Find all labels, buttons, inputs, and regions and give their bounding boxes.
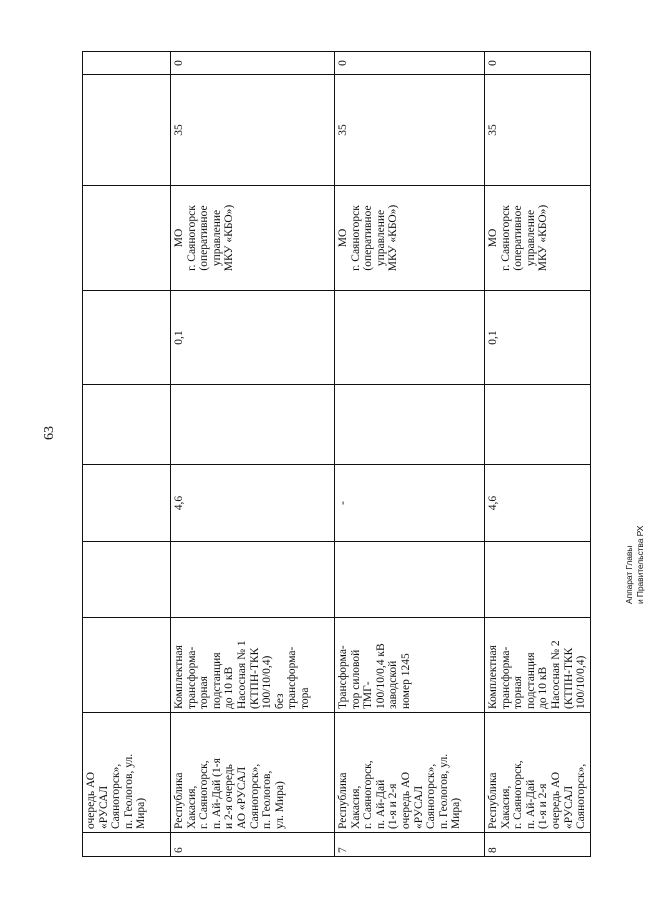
owner-cell: МО г. Саяногорск (оперативное управление МКУ «КБО») xyxy=(171,186,335,291)
cell xyxy=(485,385,591,465)
value-cell: 0 xyxy=(485,52,591,75)
cell xyxy=(171,385,335,465)
table-row xyxy=(171,52,335,857)
object-cell: Комплектная трансформа- торная подстанция до 10 кВ Насосная № 1 (КТПН-ТКК 100/10/0,4) без трансформа- тора xyxy=(171,618,335,713)
cell xyxy=(485,542,591,618)
row-number xyxy=(83,833,171,857)
stamp-line-2: и Правительства РХ xyxy=(635,525,645,604)
row-number: 8 xyxy=(485,833,591,857)
page-number: 63 xyxy=(42,426,57,440)
stamp-line-1: Аппарат Главы xyxy=(624,545,634,604)
cell xyxy=(335,542,485,618)
value-cell: 0,1 xyxy=(485,291,591,385)
object-cell: Трансформа- тор силовой ТМГ- 100/10/0,4 кВ заводской номер 1245 xyxy=(335,618,485,713)
location-cell: Республика Хакасия, г. Саяногорск, п. Ай-Дай (1-я и 2-я очередь АО «РУСАЛ Саяногорск», п. Геологов, ул. Мира) xyxy=(171,713,335,833)
object-cell: Комплектная трансформа- торная подстанция до 10 кВ Насосная № 2 (КТПН-ТКК 100/10/0,4) xyxy=(485,618,591,713)
value-cell: - xyxy=(335,465,485,542)
location-cell: Республика Хакасия, г. Саяногорск, п. Ай-Дай (1-я и 2-я очередь АО «РУСАЛ Саяногорск», п. Геологов, ул. Мира) xyxy=(335,713,485,833)
cell xyxy=(335,385,485,465)
table-row xyxy=(485,52,591,857)
row-number: 7 xyxy=(335,833,485,857)
location-cell: Республика Хакасия, г. Саяногорск, п. Ай-Дай (1-я и 2-я очередь АО «РУСАЛ Саяногорск», xyxy=(485,713,591,833)
value-cell: 0 xyxy=(171,52,335,75)
property-table xyxy=(82,51,591,857)
table-row xyxy=(335,52,485,857)
value-cell: 35 xyxy=(485,75,591,186)
value-cell: 4,6 xyxy=(485,465,591,542)
value-cell xyxy=(83,52,171,75)
value-cell: 4,6 xyxy=(171,465,335,542)
location-cell: очередь АО «РУСАЛ Саяногорск», п. Геологов, ул. Мира) xyxy=(83,713,171,833)
cell xyxy=(83,385,171,465)
owner-cell xyxy=(83,186,171,291)
value-cell xyxy=(83,291,171,385)
row-number: 6 xyxy=(171,833,335,857)
table-row xyxy=(83,52,171,857)
value-cell xyxy=(335,291,485,385)
owner-cell: МО г. Саяногорск (оперативное управление МКУ «КБО») xyxy=(335,186,485,291)
stamp xyxy=(624,474,658,604)
cell xyxy=(171,542,335,618)
value-cell xyxy=(83,75,171,186)
object-cell xyxy=(83,618,171,713)
cell xyxy=(83,542,171,618)
value-cell: 0,1 xyxy=(171,291,335,385)
value-cell: 35 xyxy=(335,75,485,186)
value-cell xyxy=(83,465,171,542)
owner-cell: МО г. Саяногорск (оперативное управление МКУ «КБО») xyxy=(485,186,591,291)
value-cell: 35 xyxy=(171,75,335,186)
value-cell: 0 xyxy=(335,52,485,75)
property-table-wrap xyxy=(82,52,588,857)
